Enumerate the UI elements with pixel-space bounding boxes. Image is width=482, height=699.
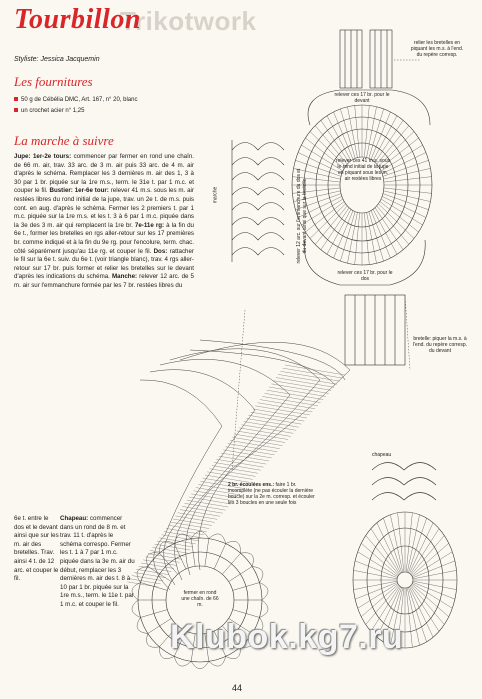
- flower-ray: [222, 553, 240, 574]
- skirt-ray: [173, 519, 212, 526]
- chapeau-ray: [413, 581, 457, 590]
- bodice-ray: [378, 204, 414, 239]
- label-relier-bretelles: relier les bretelles en piquant les m.s. à l'end. du repère corresp.: [410, 40, 464, 58]
- instructions-lower-mid: Chapeau: commencer dans un rond de 8 m. et trav. 11 t. d'après le schéma correspo. Fermer les t. 1 à 7 par 1 m.c. piquée dans la 3e m. air du début, remplacer les 3 dernières m. air des t. 8 à 10 par 1 br. piquée sur la 1re m.s., term. le 11e t. par 1 m.c. et couper le fil.: [60, 515, 135, 608]
- bodice-ray: [347, 212, 357, 263]
- bodice-ray: [355, 213, 360, 265]
- jupe-label: Jupe: 1er-2e tours:: [14, 153, 72, 160]
- watermark-top: Trikotwork: [120, 6, 257, 36]
- skirt-ray: [141, 563, 174, 569]
- skirt-ray: [246, 418, 299, 427]
- skirt-ray: [258, 403, 313, 412]
- bullet-icon: [14, 97, 18, 101]
- bodice-diagram: [292, 30, 432, 365]
- instructions-lower-left: 6e t. entre le dos et le devant ainsi que sur les m. air des bretelles. Trav. ainsi 4 t. de 12 arc. et couper le fil.: [14, 515, 59, 583]
- bodice-ray: [381, 199, 423, 225]
- flower-ray: [141, 610, 168, 618]
- fournitures-item: un crochet acier n° 1,25: [14, 108, 84, 114]
- skirt-ray: [189, 497, 231, 504]
- skirt-ray: [248, 415, 301, 424]
- chapeau-ray: [354, 570, 398, 579]
- flower-ray: [141, 583, 168, 591]
- skirt-ray: [212, 466, 258, 474]
- label-relever-12-arc: relever 12 arc. sur l'emmanchure du dos et du devant ainsi que sur la bretelle: [296, 168, 308, 264]
- skirt-ray: [244, 422, 296, 431]
- flower-petal: [209, 656, 226, 666]
- bodice-rays: [292, 105, 432, 265]
- skirt-ray: [251, 412, 305, 421]
- page-title: Tourbillon: [14, 4, 141, 35]
- flower-petal: [259, 600, 268, 617]
- instructions-text: Jupe: 1er-2e tours: commencer par fermer en rond une chaîn. de 66 m. air, trav. 33 arc. de 3 m. air puis 33 arc. de 4 m. air d'après le schéma. Remplacer les 3 dernières m. air des 1, 3 à 30 par 1 br. piquée sur la 1re m.s., term. le 31e t. par 1 m.c. et couper le fil. Bustier: 1er-6e tour: relever 41 m.s. sous les m. air restées libres du rond initial de la jupe, trav. un 2e t. de m.s. puis cont. en aug. d'après le schéma. Fermer les 2 premiers t. par 1 m.c. piquée sur la 1re m.s. et les t. 3 à 6 par 1 m.c. piquée dans la 3e des 3 m. air qui remplacent la 1re br. 7e-11e rg: à la fin du 6e t., former les bretelles en rgs aller-retour sur les 17 premières br. comme indiqué et à la fin du 9e rg. pour l'encolure, term. chac. côté séparément jusqu'au 11e rg. et couper le fil. Dos: rattacher le fil sur la 6e t. suiv. du 6e t. (voir triangle blanc), trav. 4 rgs aller-retour sur 17 br. puis former et relier les bretelles sur le devant d'après les indications du schéma. Manche: relever 12 arc. de 5 m. air sur l'emmanchure formée par les 7 br. restées libres du: [14, 153, 194, 289]
- skirt-ray: [175, 516, 214, 523]
- fournitures-item: 50 g de Cébélia DMC, Art. 167, n° 20, blanc: [14, 97, 137, 103]
- skirt-ray: [267, 390, 324, 399]
- skirt-ray: [152, 547, 187, 553]
- skirt-ray: [228, 444, 277, 452]
- bodice-ray: [310, 204, 346, 239]
- bodice-ray: [364, 213, 369, 265]
- flower-ray: [214, 544, 226, 569]
- skirt-ray: [210, 469, 256, 477]
- skirt-ray: [184, 503, 225, 510]
- bodice-ray: [382, 196, 426, 217]
- leader-lines: [232, 60, 420, 470]
- skirt-ray: [253, 409, 307, 418]
- bustier-label: Bustier: 1er-6e tour:: [49, 187, 109, 195]
- flower-ray: [229, 566, 253, 581]
- bullet-icon: [14, 108, 18, 112]
- flower-ray: [233, 610, 260, 618]
- label-bretelle: bretelle: piquer la m.s. à l'end. du repère corresp. du devant: [412, 336, 468, 354]
- skirt-ray: [269, 387, 326, 397]
- fournitures-heading: Les fournitures: [14, 74, 93, 89]
- label-relever-17-devant: relever ces 17 br. pour le devant: [334, 92, 390, 104]
- skirt-ray: [180, 510, 220, 517]
- skirt-ray: [255, 406, 309, 415]
- bodice-ray: [364, 105, 369, 157]
- skirt-ray: [264, 393, 320, 402]
- page-number: 44: [232, 683, 243, 693]
- label-fermer-rond: fermer en rond une chaîn. de 66 m.: [181, 590, 219, 608]
- flower-petal: [191, 661, 209, 668]
- bodice-ray: [367, 212, 377, 263]
- skirt-ray: [136, 569, 168, 574]
- skirt-ray: [230, 440, 280, 448]
- skirt-ray: [242, 425, 294, 434]
- flower-ray: [148, 566, 172, 581]
- skirt-ray: [219, 456, 267, 464]
- stylist-credit: Styliste: Jessica Jacquemin: [14, 56, 100, 63]
- chapeau-ray: [413, 570, 457, 579]
- label-chapeau: chapeau: [372, 452, 392, 458]
- marche-pattern: [232, 140, 284, 262]
- flower-petal: [259, 583, 268, 600]
- flower-petal: [209, 534, 226, 544]
- skirt-ray: [143, 560, 176, 566]
- skirt-ray: [239, 428, 290, 437]
- skirt-ray: [260, 400, 315, 409]
- label-relever-41: relever ces 41 m.s. sous le rond initial de la jupe en piquant sous les m. air restées libres: [335, 158, 391, 182]
- skirt-ray: [232, 437, 282, 445]
- skirt-ray: [216, 459, 263, 467]
- watermark-bottom: Klubok.kg7.ru: [170, 618, 404, 656]
- skirt-ray: [221, 453, 269, 461]
- manche-label: Manche:: [111, 273, 138, 281]
- skirt-ray: [164, 532, 201, 538]
- skirt-ray: [178, 513, 218, 520]
- chapeau-label: Chapeau:: [60, 515, 89, 522]
- skirt-ray: [182, 506, 223, 513]
- skirt-ray: [262, 396, 318, 405]
- rg-label: 7e-11e rg:: [134, 221, 165, 229]
- label-relever-17-dos: relever ces 17 br. pour le dos: [337, 270, 393, 282]
- chapeau-ray: [354, 581, 398, 590]
- dos-label: Dos:: [153, 247, 168, 255]
- flower-ray: [233, 583, 260, 591]
- bodice-ray: [347, 107, 357, 158]
- label-marche: marche: [212, 186, 219, 204]
- skirt-ray: [148, 554, 182, 560]
- skirt-ray: [214, 462, 261, 470]
- bodice-ray: [355, 105, 360, 157]
- flower-ray: [148, 618, 172, 633]
- bodice-ray: [367, 107, 377, 158]
- label-ecoulees: 2 br. écoulées ens.: faire 1 br. incomplète (ne pas écouler la dernière boucle) sur la 2e m. corresp. et écouler les 3 boucles en une seule fois: [228, 482, 315, 506]
- skirt-ray: [226, 447, 275, 455]
- skirt-ray: [235, 434, 286, 442]
- flower-petal: [174, 656, 191, 666]
- marche-heading: La marche à suivre: [14, 133, 114, 148]
